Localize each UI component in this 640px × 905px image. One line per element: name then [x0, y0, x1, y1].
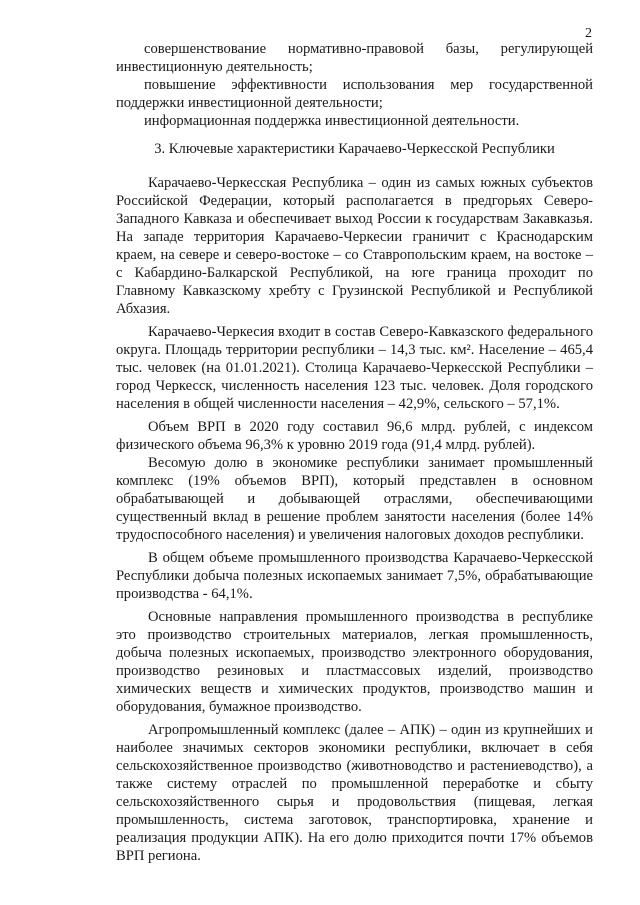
section-title: 3. Ключевые характеристики Карачаево-Черкесской Республики: [154, 141, 555, 157]
intro-item: информационная поддержка инвестиционной деятельности.: [144, 113, 520, 129]
intro-item: совершенствование нормативно-правовой базы, регулирующей инвестиционную деятельность;: [116, 41, 593, 75]
paragraph: Агропромышленный комплекс (далее – АПК) – один из крупнейших и наиболее значимых секторов экономики республики, включает в себя сельскохозяйственное производство (животноводство и растениеводство), а также систему отраслей по промышленной переработке и сбыту сельскохозяйственного сырья и продовольствия (пищевая, легкая промышленность, система заготовок, транспортировка, хранение и реализация продукции АПК). На его долю приходится почти 17% объемов ВРП региона.: [116, 722, 593, 864]
paragraph: Карачаево-Черкесская Республика – один из самых южных субъектов Российской Федерации, который располагается в предгорьях Северо-Западного Кавказа и обеспечивает выход России к государствам Закавказья. На западе территория Карачаево-Черкесии граничит с Краснодарским краем, на севере и северо-востоке – со Ставропольским краем, на востоке – с Кабардино-Балкарской Республикой, на юге граница проходит по Главному Кавказскому хребту с Грузинской Республикой и Республикой Абхазия.: [116, 175, 593, 317]
paragraph: Весомую долю в экономике республики занимает промышленный комплекс (19% объемов ВРП), который представлен в основном обрабатывающей и добывающей отраслями, обеспечивающими существенный вклад в решение проблем занятости населения (более 14% трудоспособного населения) и увеличения налоговых доходов республики.: [116, 455, 593, 543]
page-number: 2: [585, 26, 592, 41]
paragraph: Основные направления промышленного производства в республике это производство строительных материалов, легкая промышленность, добыча полезных ископаемых, производство электронного оборудования, производство резиновых и пластмассовых изделий, производство химических веществ и химических продуктов, производство машин и оборудования, бумажное производство.: [116, 609, 593, 715]
document-body: [116, 40, 593, 865]
intro-item: повышение эффективности использования мер государственной поддержки инвестиционной деятельности;: [116, 77, 593, 111]
paragraph: Карачаево-Черкесия входит в состав Северо-Кавказского федерального округа. Площадь территории республики – 14,3 тыс. км². Население – 465,4 тыс. человек (на 01.01.2021). Столица Карачаево-Черкесской Республики – город Черкесск, численность населения 123 тыс. человек. Доля городского населения в общей численности населения – 42,9%, сельского – 57,1%.: [116, 324, 593, 412]
paragraph: Объем ВРП в 2020 году составил 96,6 млрд. рублей, с индексом физического объема 96,3% к уровню 2019 года (91,4 млрд. рублей).: [116, 419, 593, 453]
paragraph: В общем объеме промышленного производства Карачаево-Черкесской Республики добыча полезных ископаемых занимает 7,5%, обрабатывающие производства - 64,1%.: [116, 550, 593, 602]
